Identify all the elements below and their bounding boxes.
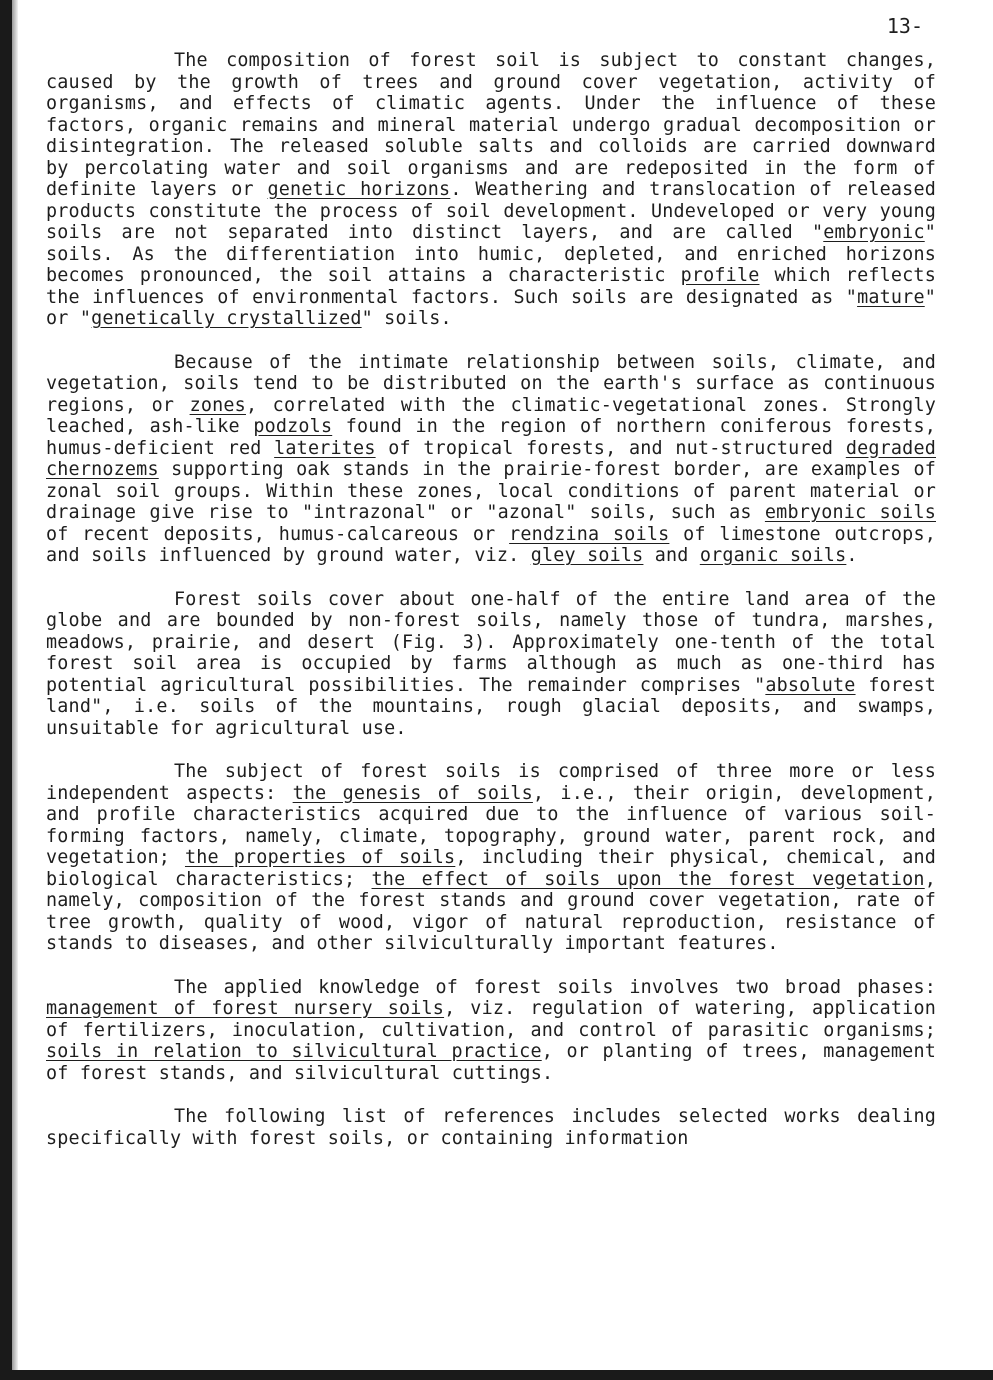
paragraph-references-intro bbox=[46, 1106, 936, 1149]
underlined-term: absolute bbox=[765, 674, 856, 696]
text-run: " or " bbox=[46, 286, 936, 329]
scan-bottom-edge bbox=[0, 1370, 993, 1380]
text-run: , i.e., their origin, development, and profile characteristics acquired due to the influence of various soil-forming factors, namely, climate, topography, ground water, parent rock, and vegetation; bbox=[46, 782, 936, 868]
underlined-term: management of forest nursery soils bbox=[46, 998, 445, 1019]
paragraph-forest-soil-extent bbox=[46, 589, 936, 740]
text-run: found in the region of northern coniferous forests, humus-deficient red bbox=[46, 416, 936, 459]
underlined-term: the genesis of soils bbox=[292, 782, 533, 804]
text-run: , viz. regulation of watering, application of fertilizers, inoculation, cultivation, and control of parasitic organisms; bbox=[46, 998, 936, 1041]
text-run: and bbox=[643, 545, 700, 566]
underlined-term: embryonic soils bbox=[764, 502, 936, 523]
underlined-term: zones bbox=[189, 394, 246, 416]
document-body bbox=[46, 50, 936, 1149]
page-number: 13- bbox=[886, 14, 923, 38]
text-run: " soils. As the differentiation into humic, depleted, and enriched horizons becomes pronounced, the soil attains a characteristic bbox=[46, 222, 936, 286]
text-run: which reflects the influences of environmental factors. Such soils are designated as " bbox=[46, 265, 936, 308]
text-run: Because of the intimate relationship between soils, climate, and vegetation, soils tend to be distributed on the earth's surface as continuous regions, or bbox=[46, 351, 936, 416]
text-run: . bbox=[846, 545, 858, 566]
text-run: The subject of forest soils is comprised of three more or less independent aspects: bbox=[46, 761, 936, 804]
text-run: of limestone outcrops, and soils influenced by ground water, viz. bbox=[46, 523, 936, 566]
underlined-term: genetic horizons bbox=[267, 179, 451, 200]
underlined-term: gley soils bbox=[530, 545, 644, 566]
scan-left-shadow bbox=[12, 0, 18, 1380]
underlined-term: podzols bbox=[253, 416, 333, 437]
scan-left-edge bbox=[0, 0, 12, 1380]
underlined-term: rendzina soils bbox=[509, 523, 670, 545]
underlined-term: laterites bbox=[274, 437, 376, 459]
text-run: of tropical forests, and nut-structured bbox=[375, 437, 846, 459]
text-run: forest land", i.e. soils of the mountains, rough glacial deposits, and swamps, unsuitable for agricultural use. bbox=[46, 674, 936, 739]
text-run: " soils. bbox=[361, 308, 452, 329]
underlined-term: genetically crystallized bbox=[91, 308, 362, 329]
paragraph-soil-zones bbox=[46, 352, 936, 567]
text-run: , correlated with the climatic-vegetational zones. Strongly leached, ash-like bbox=[46, 394, 936, 437]
underlined-term: soils in relation to silvicultural practice bbox=[46, 1041, 542, 1062]
underlined-term: the effect of soils upon the forest vegetation bbox=[371, 868, 925, 890]
text-run: supporting oak stands in the prairie-forest border, are examples of zonal soil groups. Within these zones, local conditions of parent material or drainage give rise to "intrazonal" or "azonal" soils, such as bbox=[46, 459, 936, 523]
underlined-term: degraded chernozems bbox=[46, 437, 936, 480]
text-run: . Weathering and translocation of released products constitute the process of soil development. Undeveloped or very young soils are not separated into distinct layers, and are called " bbox=[46, 179, 936, 243]
text-run: of recent deposits, humus-calcareous or bbox=[46, 523, 510, 545]
text-run: The applied knowledge of forest soils involves two broad phases: bbox=[174, 976, 936, 998]
text-run: Forest soils cover about one-half of the entire land area of the globe and are bounded by non-forest soils, namely those of tundra, marshes, meadows, prairie, and desert (Fig. 3). Approximately one-tenth of the total forest soil area is occupied by farms although as much as one-third has potential agricultural possibilities. The remainder comprises " bbox=[46, 588, 936, 696]
underlined-term: the properties of soils bbox=[184, 847, 456, 868]
paragraph-subject-aspects bbox=[46, 761, 936, 955]
text-run: , including their physical, chemical, and biological characteristics; bbox=[46, 847, 937, 890]
paragraph-applied-knowledge bbox=[46, 977, 936, 1085]
underlined-term: profile bbox=[680, 265, 760, 286]
text-run: , or planting of trees, management of forest stands, and silvicultural cuttings. bbox=[46, 1041, 936, 1084]
text-run: The following list of references includes selected works dealing specifically with forest soils, or containing information bbox=[46, 1106, 936, 1149]
paragraph-soil-composition bbox=[46, 50, 936, 330]
underlined-term: mature bbox=[857, 286, 925, 308]
text-run: The composition of forest soil is subject to constant changes, caused by the growth of trees and ground cover vegetation, activity of organisms, and effects of climatic agents. Under the influence of these factors, organic remains and mineral material undergo gradual decomposition or disintegration. The released soluble salts and colloids are carried downward by percolating water and soil organisms and are redeposited in the form of definite layers or bbox=[46, 50, 936, 200]
text-run: , namely, composition of the forest stands and ground cover vegetation, rate of tree growth, quality of wood, vigor of natural reproduction, resistance of stands to diseases, and other silviculturally important features. bbox=[46, 868, 936, 954]
underlined-term: embryonic bbox=[823, 222, 925, 243]
underlined-term: organic soils bbox=[699, 545, 847, 566]
